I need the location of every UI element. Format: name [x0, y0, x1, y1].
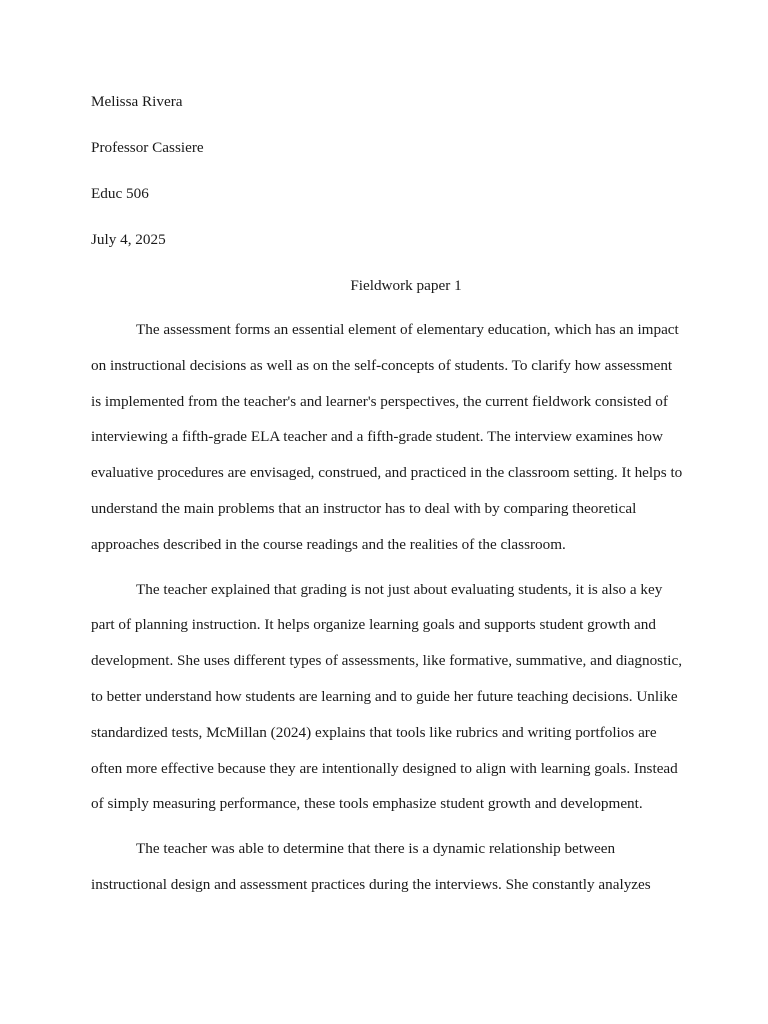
- paper-body: [91, 312, 683, 912]
- paragraph-2: [91, 572, 683, 823]
- paper-date: July 4, 2025: [91, 231, 166, 248]
- paragraph-line: interviewing a fifth-grade ELA teacher and a fifth-grade student. The interview examines how: [91, 428, 663, 446]
- paragraph-line: instructional design and assessment practices during the interviews. She constantly analyzes: [91, 875, 651, 893]
- paragraph-3: [91, 831, 663, 903]
- paragraph-line: The teacher explained that grading is not just about evaluating students, it is also a key: [136, 580, 663, 598]
- paragraph-line: The assessment forms an essential element of elementary education, which has an impact: [136, 321, 679, 338]
- paragraph-line: standardized tests, McMillan (2024) explains that tools like rubrics and writing portfolios are: [91, 723, 657, 741]
- professor-name: Professor Cassiere: [91, 139, 204, 156]
- paragraph-line: part of planning instruction. It helps organize learning goals and supports student growth and: [91, 616, 656, 634]
- author-name: Melissa Rivera: [91, 93, 183, 110]
- paragraph-line: development. She uses different types of assessments, like formative, summative, and diagnostic,: [91, 652, 683, 670]
- paragraph-line: of simply measuring performance, these tools emphasize student growth and development.: [91, 795, 643, 813]
- paragraph-line: to better understand how students are learning and to guide her future teaching decisions. Unlike: [91, 687, 678, 705]
- course-name: Educ 506: [91, 185, 149, 202]
- paragraph-line: is implemented from the teacher's and learner's perspectives, the current fieldwork consisted of: [91, 392, 668, 410]
- paper-title: Fieldwork paper 1: [350, 277, 462, 294]
- paragraph-line: understand the main problems that an instructor has to deal with by comparing theoretical: [91, 499, 637, 517]
- paragraph-line: approaches described in the course readings and the realities of the classroom.: [91, 535, 566, 553]
- paragraph-line: evaluative procedures are envisaged, construed, and practiced in the classroom setting. It helps to: [91, 464, 683, 482]
- paragraph-1: [91, 312, 683, 563]
- paragraph-line: The teacher was able to determine that there is a dynamic relationship between: [136, 840, 616, 858]
- paragraph-line: often more effective because they are intentionally designed to align with learning goals. Instead: [91, 759, 678, 777]
- paragraph-line: on instructional decisions as well as on the self-concepts of students. To clarify how assessment: [91, 356, 673, 374]
